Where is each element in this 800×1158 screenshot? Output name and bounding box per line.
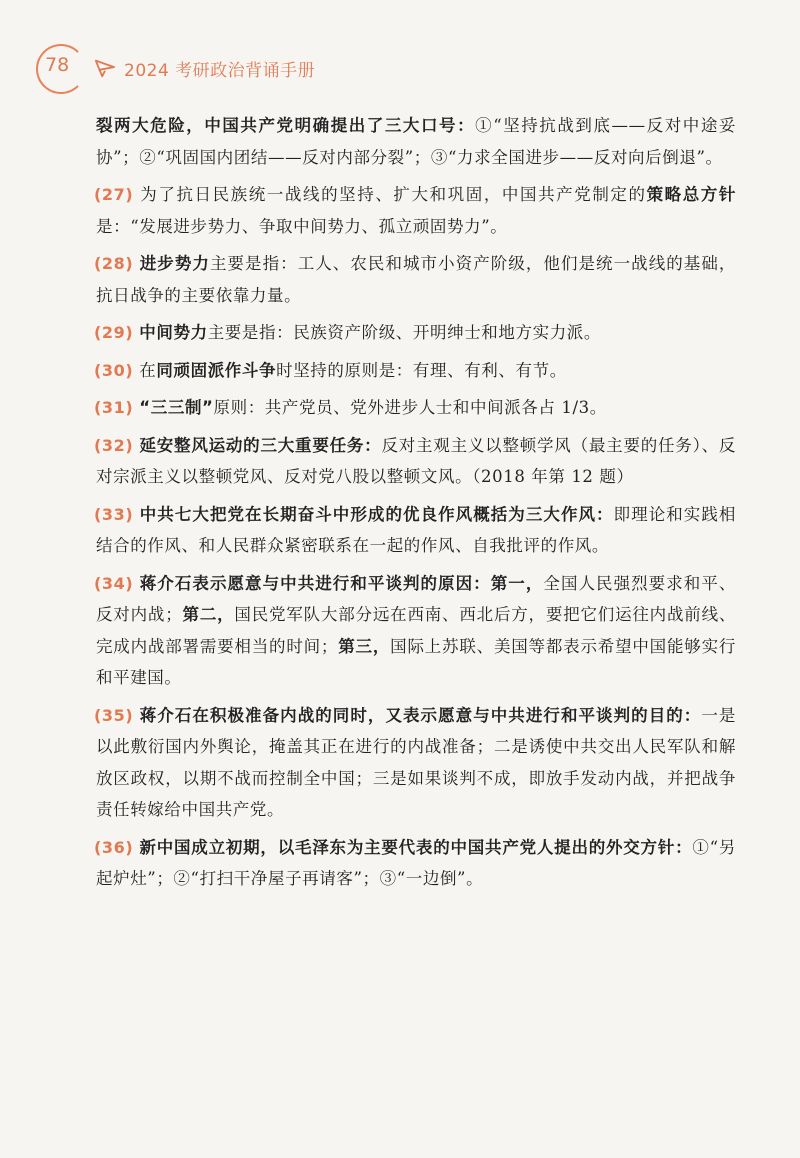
point-number: (27) [94,185,134,204]
point-number: (36) [94,837,134,857]
body-text: 为了抗日民族统一战线的坚持、扩大和巩固，中国共产党制定的 [139,185,647,204]
point-number: (31) [94,398,134,417]
body-text: 主要是指：民族资产阶级、开明绅士和地方实力派。 [207,323,602,342]
body-text: 在 [139,360,157,380]
bold-text: 延安整风运动的三大重要任务： [139,435,382,455]
bold-text: 中间势力 [139,323,208,342]
point-number: (28) [94,254,134,273]
numbered-point [96,248,736,311]
book-title: 2024 考研政治背诵手册 [124,61,316,81]
body-text: ①“坚持抗战到底——反对中途妥协”；②“巩固国内团结——反对内部分裂”；③“力求全国进步——反对向后倒退”。 [96,116,737,167]
numbered-point [96,499,736,562]
numbered-point [96,700,736,826]
bold-text: 裂两大危险，中国共产党明确提出了三大口号： [96,116,476,135]
bold-text: 中共七大把党在长期奋斗中形成的优良作风概括为三大作风： [139,504,614,524]
bold-text: 策略总方针 [646,185,736,204]
point-number: (35) [94,705,134,725]
bold-text: 进步势力 [139,254,210,273]
numbered-point [96,392,736,424]
bold-text: 蒋介石在积极准备内战的同时，又表示愿意与中共进行和平谈判的目的： [139,705,702,725]
body-text: 国民党军队大部分远在西南、西北后方，要把它们运往内战前线、完成内战部署需要相当的时间； [96,605,736,656]
numbered-point [96,179,736,242]
page-content [96,110,736,895]
body-text: 全国人民强烈要求和平、反对内战； [96,573,736,624]
page-header [36,44,736,94]
numbered-point [96,430,736,493]
point-number: (32) [94,435,134,455]
body-text: 主要是指：工人、农民和城市小资产阶级，他们是统一战线的基础，抗日战争的主要依靠力量。 [96,254,737,305]
point-number: (34) [94,573,134,593]
bold-text: 第三， [338,636,391,656]
body-text: 是：“发展进步势力、争取中间势力、孤立顽固势力”。 [96,216,508,236]
body-text: 反对主观主义以整顿学风（最主要的任务）、反对宗派主义以整顿党风、反对党八股以整顿文风。（2018 年第 12 题） [96,435,736,486]
body-text: 即理论和实践相结合的作风、和人民群众紧密联系在一起的作风、自我批评的作风。 [96,504,737,555]
point-number: (29) [94,323,134,342]
page-number-badge [36,44,88,90]
numbered-point [96,317,736,349]
bold-text: “三三制” [139,398,214,417]
page-number: 78 [45,54,70,76]
body-text: 一是以此敷衍国内外舆论，掩盖其正在进行的内战准备；二是诱使中共交出人民军队和解放区政权，以期不战而控制全中国；三是如果谈判不成，即放手发动内战，并把战争责任转嫁给中国共产党。 [96,705,736,819]
body-text: 原则：共产党员、党外进步人士和中间派各占 1/3。 [213,398,607,417]
numbered-point [96,568,736,694]
body-text: 时坚持的原则是：有理、有利、有节。 [276,360,567,380]
bold-text: 同顽固派作斗争 [156,360,277,380]
numbered-point [96,355,736,387]
bold-text: 第二， [182,605,235,624]
body-text: 国际上苏联、美国等都表示希望中国能够实行和平建国。 [96,636,736,687]
point-number: (30) [94,360,134,380]
body-text: ①“另起炉灶”；②“打扫干净屋子再请客”；③“一边倒”。 [96,837,736,888]
bold-text: 新中国成立初期，以毛泽东为主要代表的中国共产党人提出的外交方针： [139,837,693,857]
bold-text: 蒋介石表示愿意与中共进行和平谈判的原因：第一， [139,573,544,593]
point-number: (33) [94,504,134,524]
numbered-point [96,832,736,895]
numbered-point [96,110,736,173]
paper-plane-icon [94,57,116,79]
